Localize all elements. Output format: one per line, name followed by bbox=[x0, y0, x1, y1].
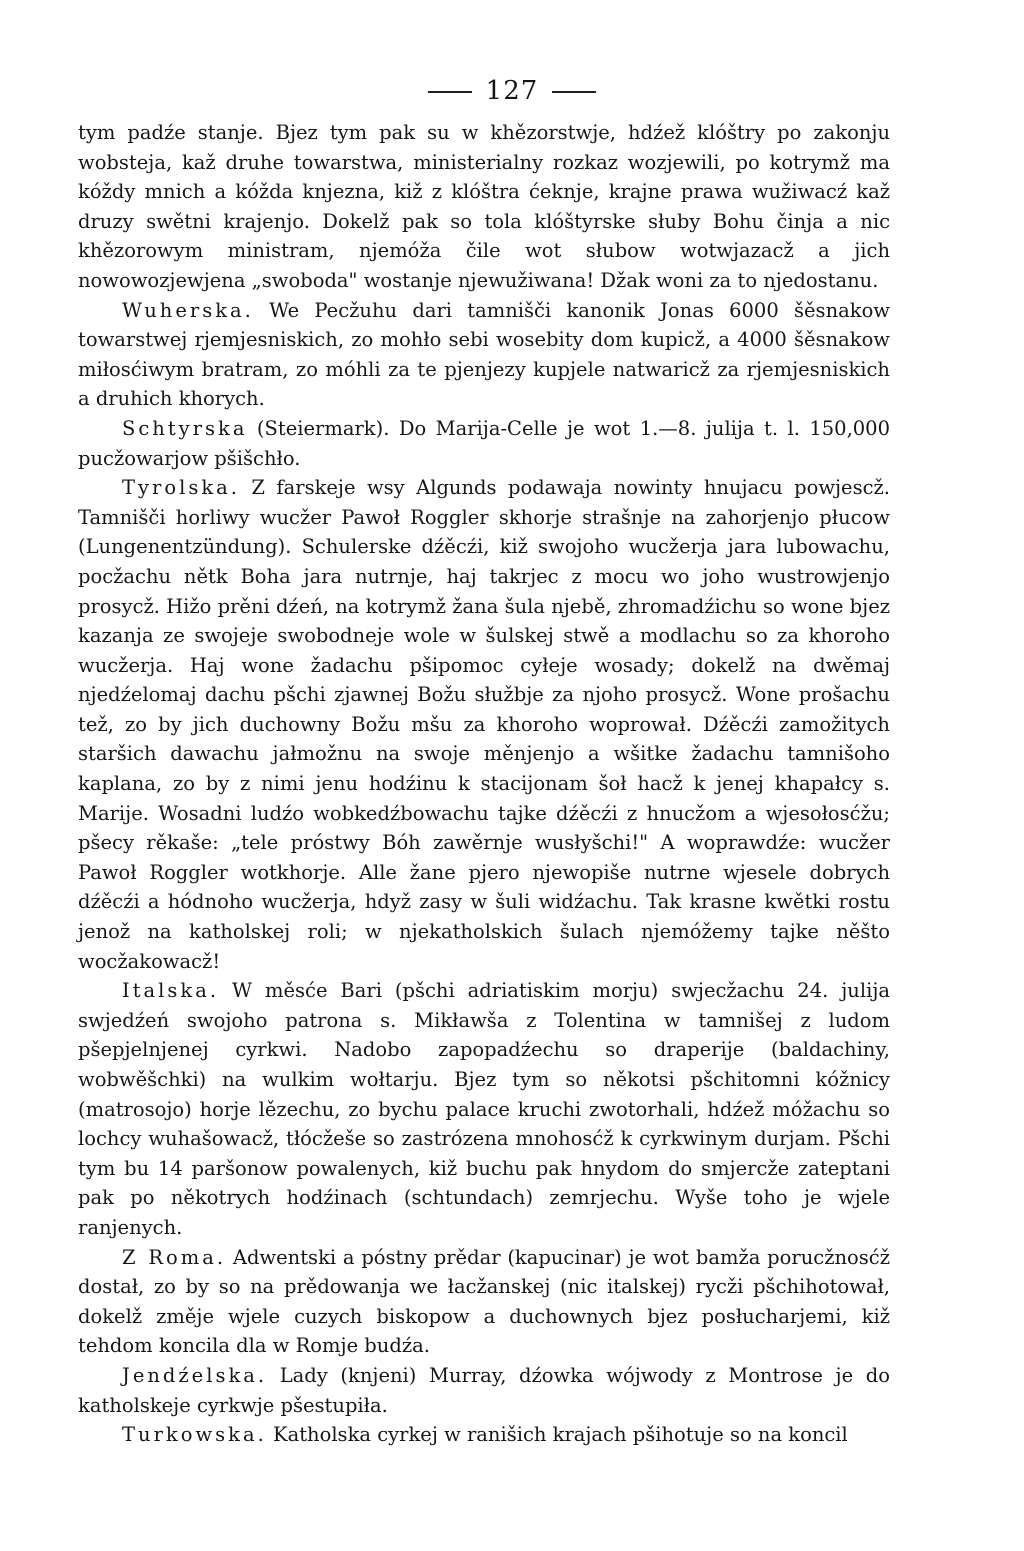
section-heading: Italska. bbox=[122, 979, 220, 1003]
paragraph-text: Z farskeje wsy Algunds podawaja nowinty hnujacu powjescž. Tamnišči horliwy wucžer Pawoł Roggler skhorje strašnje na zahorjenjo płucow (Lungenentzündung). Schulerske dźěcźi, kiž swojoho wucžerja jara lubowachu, pocžachu nětk Boha jara nutrnje, haj takrjec z mocu wo joho wustrowjenjo prosycž. Hižo prěni dźeń, na kotrymž žana šula njebě, zhromadźichu so wone bjez kazanja ze swojeje swobodneje wole w šulskej stwě a modlachu so za khoroho wucžerja. Haj wone žadachu pšipomoc cyłeje wosady; dokelž na dwěmaj njedźelomaj dachu pšchi zjawnej Božu słužbje za njoho prosycž. Wone prošachu tež, zo by jich duchowny Božu mšu za khoroho woprował. Dźěcźi zamožitych staršich dawachu jałmožnu na swoje měnjenjo a wšitke žadachu tamnišoho kaplana, zo by z nimi jenu hodźinu k stacijonam šoł hacž k jenej khapałcy s. Marije. Wosadni ludźo wobkedźbowachu tajke dźěcźi z hnucžom a wjesołosćžu; pšecy rěkaše: „tele próstwy Bóh zawěrnje wusłyšchi!" A woprawdźe: wucžer Pawoł Roggler wotkhorje. Alle žane pjero njewopiše nutrne wjesele dobrych dźěcźi a hódnoho wucžerja, hdyž zasy w šuli widźachu. Tak krasne kwětki rostu jenož na katholskej roli; w njekatholskich šulach njemóžemy tajke něšto wocžakowacž! bbox=[78, 476, 891, 973]
paragraph-text: tym padźe stanje. Bjez tym pak su w khězorstwje, hdźež klóštry po zakonju wobsteja, kaž druhe towarstwa, ministerialny rozkaz wozjewili, po kotrymž ma kóždy mnich a kóžda knjezna, kiž z klóštra ćeknje, krajne prawa wužiwacź kaž druzy swětni krajenjo. Dokelž pak so tola klóštyrske słuby Bohu činja a nic khězorowym ministram, njemóža čile wot słubow wotwjazacž a jich nowowozjewjena „swoboda" wostanje njewužiwana! Džak woni za to njedostanu. bbox=[78, 121, 890, 292]
paragraph-text: Lady (knjeni) Murray, dźowka wójwody z Montrose je do katholskeje cyrkwje pšestupiła. bbox=[78, 1363, 890, 1417]
page-header bbox=[0, 76, 1024, 106]
paragraph-text: (Steiermark). Do Marija-Celle je wot 1.—8. julija t. l. 150,000 pucžowarjow pšišchło. bbox=[78, 416, 890, 470]
paragraph-text: We Pecžuhu dari tamnišči kanonik Jonas 6000 šěsnakow towarstwej rjemjesniskich, zo mohło sebi wosebity dom kupicž, a 4000 šěsnakow miłosćiwym bratram, zo móhli za te pjenjezy kupjele natwaricž za rjemjesniskich a druhich khorych. bbox=[78, 298, 890, 411]
paragraph-hungary bbox=[78, 296, 890, 414]
header-dash-right bbox=[552, 91, 596, 93]
section-heading: Wuherska. bbox=[122, 298, 254, 322]
page-number: 127 bbox=[485, 76, 539, 106]
paragraph-text: W měsće Bari (pšchi adriatiskim morju) swjecžachu 24. julija swjedźeń swojoho patrona s. Mikławša z Tolentina w tamnišej z ludom pšepjelnjenej cyrkwi. Nadobo zapopadźechu so draperije (baldachiny, wobwěšchki) na wulkim wołtarju. Bjez tym so někotsi pšchitomni kóžnicy (matrosojo) horje lězechu, zo bychu palace kruchi zwotorhali, hdźež móžachu so lochcy wuhašowacž, tłócžeše so zastrózena mnohosćž k cyrkwinym durjam. Pšchi tym bu 14 paršonow powalenych, kiž buchu pak hnydom do smjercže zateptani pak po někotrych hodźinach (schtundach) zemrjechu. Wyše toho je wjele ranjenych. bbox=[78, 979, 890, 1239]
paragraph-text: Katholska cyrkej w ranišich krajach pšihotuje so na koncil bbox=[266, 1423, 848, 1447]
paragraph-turkey bbox=[78, 1420, 890, 1450]
article-text bbox=[78, 118, 890, 1450]
paragraph-italy bbox=[78, 976, 890, 1242]
section-heading: Jendźelska. bbox=[122, 1363, 268, 1387]
section-heading: Turkowska. bbox=[122, 1423, 267, 1447]
section-heading: Z Roma. bbox=[122, 1245, 227, 1269]
section-heading: Schtyrska bbox=[122, 416, 248, 440]
paragraph-styria bbox=[78, 414, 890, 473]
paragraph-tyrol bbox=[78, 473, 890, 976]
paragraph-austria-continued bbox=[78, 118, 890, 296]
header-dash-left bbox=[428, 91, 472, 93]
section-heading: Tyrolska. bbox=[122, 476, 240, 500]
paragraph-rome bbox=[78, 1243, 890, 1361]
paragraph-england bbox=[78, 1361, 890, 1420]
paragraph-text: Adwentski a póstny prědar (kapucinar) je wot bamža porucžnosćž dostał, zo by so na prědowanja we łacžanskej (nic italskej) rycži pšchihotował, dokelž změje wjele cuzych biskopow a duchownych bjez posłucharjemi, kiž tehdom koncila dla w Romje budźa. bbox=[78, 1245, 890, 1358]
